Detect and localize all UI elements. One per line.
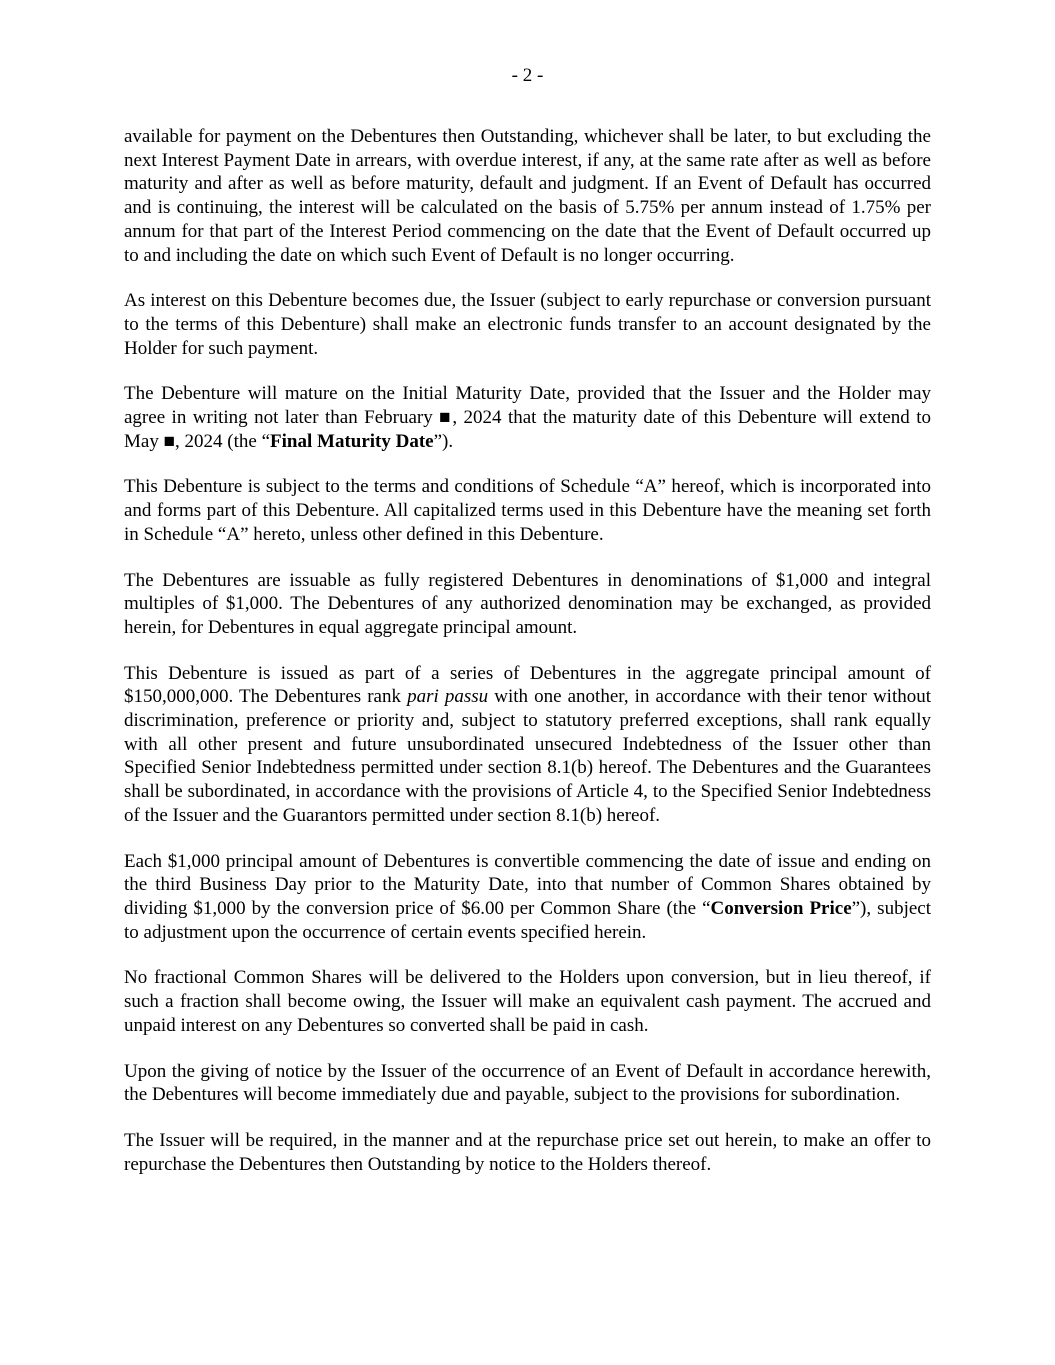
conversion-price-term: Conversion Price xyxy=(710,897,852,919)
paragraph-conversion xyxy=(124,850,931,945)
paragraph-denominations: The Debentures are issuable as fully registered Debentures in denominations of $1,000 and integral multiples of $1,000. The Debentures of any authorized denomination may be exchanged, as provided herein, for Debentures in equal aggregate principal amount. xyxy=(124,569,931,638)
paragraph-ranking xyxy=(124,662,931,828)
paragraph-repurchase-offer: The Issuer will be required, in the manner and at the repurchase price set out herein, to make an offer to repurchase the Debentures then Outstanding by notice to the Holders thereof. xyxy=(124,1129,931,1175)
paragraph-interest-accrual: available for payment on the Debentures then Outstanding, whichever shall be later, to but excluding the next Interest Payment Date in arrears, with overdue interest, if any, at the same rate after as well as before maturity and after as well as before maturity, default and judgment. If an Event of Default has occurred and is continuing, the interest will be calculated on the basis of 5.75% per annum instead of 1.75% per annum for that part of the Interest Period commencing on the date that the Event of Default occurred up to and including the date on which such Event of Default is no longer occurring. xyxy=(124,126,931,266)
maturity-text-1: The Debenture will mature on the Initial Maturity Date, provided that the Issuer and the Holder may agree in writing not later than February ■, 2024 that the maturity date of this Debenture will extend to May ■, 2024 (the “ xyxy=(124,383,931,452)
final-maturity-date-term: Final Maturity Date xyxy=(270,430,434,452)
paragraph-event-of-default: Upon the giving of notice by the Issuer of the occurrence of an Event of Default in accordance herewith, the Debentures will become immediately due and payable, subject to the provisions for subordination. xyxy=(124,1060,931,1106)
paragraph-maturity xyxy=(124,382,931,453)
document-body xyxy=(124,125,931,1198)
paragraph-interest-payment: As interest on this Debenture becomes due, the Issuer (subject to early repurchase or conversion pursuant to the terms of this Debenture) shall make an electronic funds transfer to an account designated by the Holder for such payment. xyxy=(124,290,931,359)
page-number: - 2 - xyxy=(511,65,544,86)
conversion-text-1: Each $1,000 principal amount of Debentures is convertible commencing the date of issue and ending on the third Business Day prior to the Maturity Date, into that number of Common Shares obtained by dividing $1,000 by the conversion price of $6.00 per Common Share (the “ xyxy=(124,850,931,919)
maturity-text-2: ”). xyxy=(433,430,454,452)
paragraph-schedule-a: This Debenture is subject to the terms and conditions of Schedule “A” hereof, which is incorporated into and forms part of this Debenture. All capitalized terms used in this Debenture have the meaning set forth in Schedule “A” hereto, unless other defined in this Debenture. xyxy=(124,476,931,545)
ranking-text-1: This Debenture is issued as part of a series of Debentures in the aggregate principal amount of $150,000,000. The Debentures rank xyxy=(124,662,931,708)
paragraph-fractional-shares: No fractional Common Shares will be delivered to the Holders upon conversion, but in lieu thereof, if such a fraction shall become owing, the Issuer will make an equivalent cash payment. The accrued and unpaid interest on any Debentures so converted shall be paid in cash. xyxy=(124,967,931,1036)
conversion-text-2: ”), subject to adjustment upon the occurrence of certain events specified herein. xyxy=(124,897,931,943)
pari-passu-term: pari passu xyxy=(407,686,489,708)
ranking-text-2: with one another, in accordance with their tenor without discrimination, preference or priority and, subject to statutory preferred exceptions, shall rank equally with all other present and future unsubordinated unsecured Indebtedness of the Issuer other than Specified Senior Indebtedness permitted under section 8.1(b) hereof. The Debentures and the Guarantees shall be subordinated, in accordance with the provisions of Article 4, to the Specified Senior Indebtedness of the Issuer and the Guarantors permitted under section 8.1(b) hereof. xyxy=(124,686,931,826)
